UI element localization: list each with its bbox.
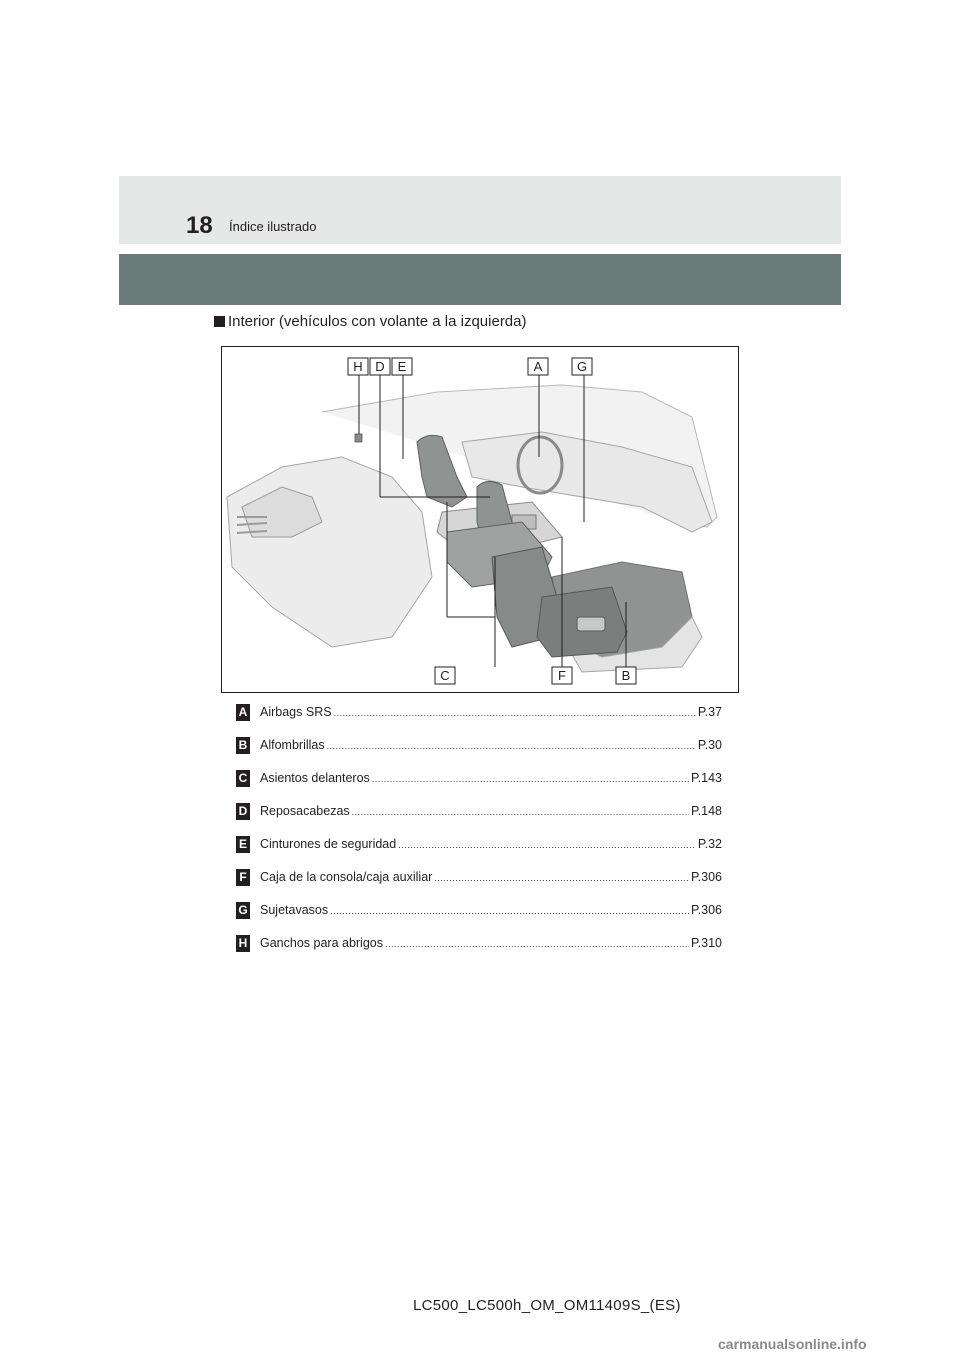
section-band — [119, 254, 841, 305]
callout-g — [572, 358, 592, 375]
header-title: Índice ilustrado — [229, 219, 317, 234]
index-entry — [260, 705, 722, 721]
dot-leader — [327, 741, 696, 751]
index-page-ref[interactable]: P.143 — [690, 771, 722, 785]
seat-switch — [577, 617, 605, 631]
index-badge: D — [236, 803, 250, 820]
index-entry — [260, 738, 722, 754]
dot-leader — [398, 840, 696, 850]
index-entry — [260, 771, 722, 787]
rear-cabin — [227, 457, 432, 647]
interior-illustration — [221, 346, 739, 693]
index-page-ref[interactable]: P.32 — [697, 837, 722, 851]
index-badge: H — [236, 935, 250, 952]
index-page-ref[interactable]: P.148 — [690, 804, 722, 818]
square-bullet-icon — [214, 316, 225, 327]
index-entry — [260, 870, 722, 886]
callout-d — [370, 358, 390, 375]
section-heading-text: Interior (vehículos con volante a la izquierda) — [228, 313, 527, 330]
callout-f — [552, 667, 572, 684]
callout-e-label: E — [397, 359, 407, 374]
index-row-cinturones[interactable] — [236, 836, 722, 856]
watermark: carmanualsonline.info — [718, 1336, 867, 1352]
index-row-sujetavasos[interactable] — [236, 902, 722, 922]
index-badge: A — [236, 704, 250, 721]
dot-leader — [330, 906, 689, 916]
index-page-ref[interactable]: P.30 — [697, 738, 722, 752]
callout-h — [348, 358, 368, 375]
index-entry — [260, 804, 722, 820]
dot-leader — [334, 708, 696, 718]
callout-b-label: B — [621, 668, 631, 683]
page-number: 18 — [186, 212, 213, 239]
callout-a-label: A — [533, 359, 543, 374]
index-badge: C — [236, 770, 250, 787]
index-row-asientos[interactable] — [236, 770, 722, 790]
index-label: Reposacabezas — [260, 804, 350, 818]
index-page-ref[interactable]: P.310 — [690, 936, 722, 950]
index-label: Asientos delanteros — [260, 771, 370, 785]
index-page-ref[interactable]: P.306 — [690, 903, 722, 917]
index-page-ref[interactable]: P.37 — [697, 705, 722, 719]
index-badge: B — [236, 737, 250, 754]
index-label: Caja de la consola/caja auxiliar — [260, 870, 433, 884]
index-label: Alfombrillas — [260, 738, 325, 752]
dot-leader — [434, 873, 689, 883]
dot-leader — [372, 774, 689, 784]
callout-e — [392, 358, 412, 375]
callout-c — [435, 667, 455, 684]
header-band — [119, 176, 841, 244]
section-heading — [214, 313, 527, 331]
index-entry — [260, 936, 722, 952]
index-badge: E — [236, 836, 250, 853]
index-row-alfombrillas[interactable] — [236, 737, 722, 757]
index-badge: F — [236, 869, 250, 886]
callout-a — [528, 358, 548, 375]
dot-leader — [385, 939, 689, 949]
callout-d-label: D — [375, 359, 385, 374]
callout-f-label: F — [558, 668, 566, 683]
index-page-ref[interactable]: P.306 — [690, 870, 722, 884]
index-row-reposacabezas[interactable] — [236, 803, 722, 823]
index-label: Ganchos para abrigos — [260, 936, 383, 950]
index-label: Sujetavasos — [260, 903, 329, 917]
interior-drawing — [222, 347, 737, 691]
callout-h-label: H — [353, 359, 363, 374]
index-row-ganchos[interactable] — [236, 935, 722, 955]
callout-c-label: C — [440, 668, 450, 683]
index-entry — [260, 903, 722, 919]
index-row-caja-consola[interactable] — [236, 869, 722, 889]
index-label: Cinturones de seguridad — [260, 837, 397, 851]
index-entry — [260, 837, 722, 853]
callout-b — [616, 667, 636, 684]
coat-hook — [355, 434, 362, 442]
callout-g-label: G — [576, 359, 588, 374]
index-row-airbags[interactable] — [236, 704, 722, 724]
footer-document-code: LC500_LC500h_OM_OM11409S_(ES) — [413, 1297, 681, 1314]
index-label: Airbags SRS — [260, 705, 332, 719]
index-badge: G — [236, 902, 250, 919]
dot-leader — [352, 807, 689, 817]
